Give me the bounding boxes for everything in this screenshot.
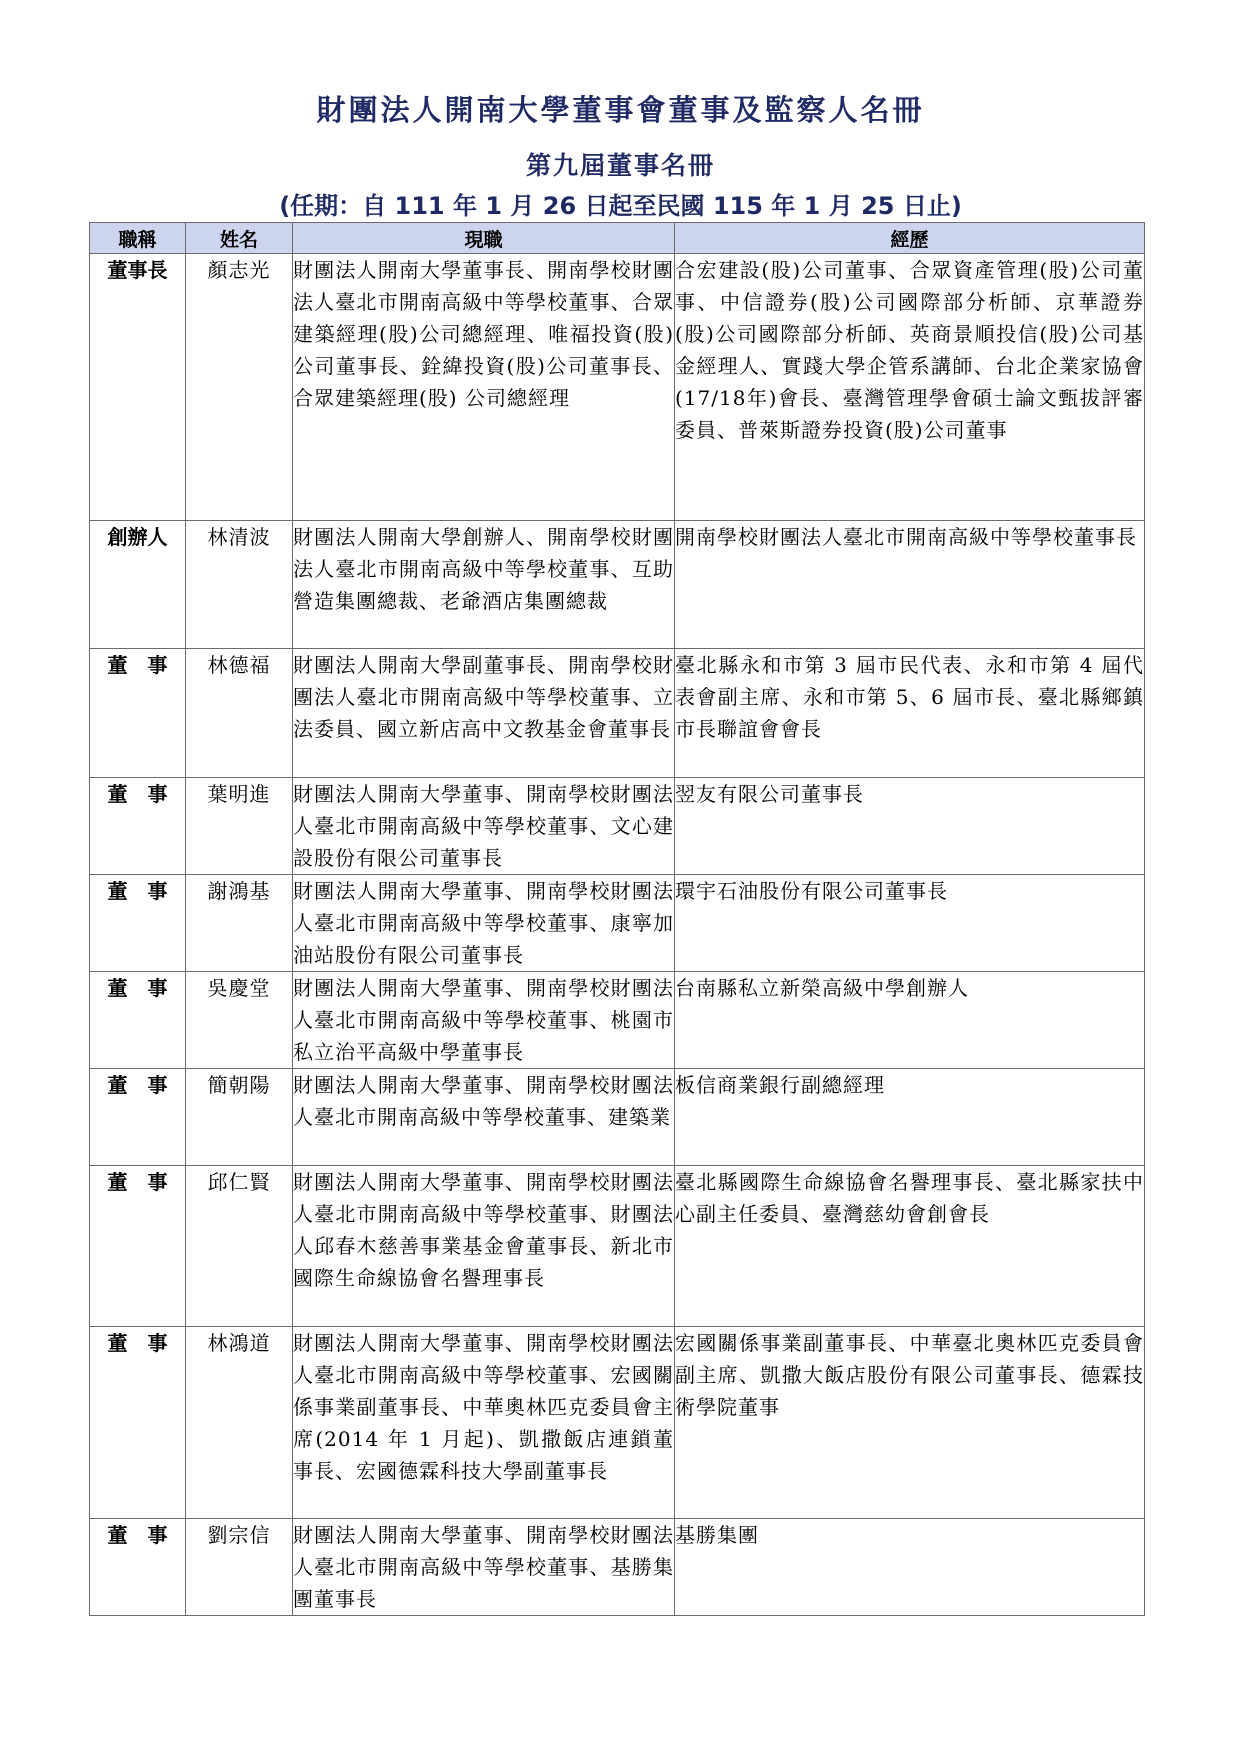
row-experience: 開南學校財團法人臺北市開南高級中等學校董事長 (675, 521, 1145, 649)
table-row (90, 254, 1145, 521)
row-current-position: 財團法人開南大學董事、開南學校財團法人臺北市開南高級中等學校董事、基勝集團董事長 (293, 1519, 675, 1616)
table-header-row (90, 223, 1145, 254)
table-row (90, 972, 1145, 1069)
table-row (90, 1327, 1145, 1519)
row-role: 創辦人 (90, 521, 186, 649)
row-current-position: 財團法人開南大學董事、開南學校財團法人臺北市開南高級中等學校董事、建築業 (293, 1069, 675, 1166)
column-header-name: 姓名 (186, 223, 293, 254)
row-role: 董 事 (90, 778, 186, 875)
row-current-position: 財團法人開南大學董事、開南學校財團法人臺北市開南高級中等學校董事、桃園市私立治平高級中學董事長 (293, 972, 675, 1069)
table-row (90, 1166, 1145, 1327)
row-name: 簡朝陽 (186, 1069, 293, 1166)
row-experience: 基勝集團 (675, 1519, 1145, 1616)
row-current-position: 財團法人開南大學董事、開南學校財團法人臺北市開南高級中等學校董事、宏國關係事業副董事長、中華奧林匹克委員會主席(2014 年 1 月起)、凱撒飯店連鎖董事長、宏國德霖科技大學副董事長 (293, 1327, 675, 1519)
row-experience: 環宇石油股份有限公司董事長 (675, 875, 1145, 972)
row-name: 吳慶堂 (186, 972, 293, 1069)
board-roster-table (89, 222, 1145, 1616)
table-row (90, 1069, 1145, 1166)
row-current-position: 財團法人開南大學董事長、開南學校財團法人臺北市開南高級中等學校董事、合眾建築經理(股)公司總經理、唯福投資(股)公司董事長、銓緯投資(股)公司董事長、合眾建築經理(股) 公司總經理 (293, 254, 675, 521)
document-subtitle: 第九屆董事名冊 (525, 151, 715, 180)
row-current-position: 財團法人開南大學董事、開南學校財團法人臺北市開南高級中等學校董事、財團法人邱春木慈善事業基金會董事長、新北市國際生命線協會名譽理事長 (293, 1166, 675, 1327)
row-name: 謝鴻基 (186, 875, 293, 972)
row-experience: 台南縣私立新榮高級中學創辦人 (675, 972, 1145, 1069)
row-experience: 合宏建設(股)公司董事、合眾資產管理(股)公司董事、中信證券(股)公司國際部分析師、京華證券(股)公司國際部分析師、英商景順投信(股)公司基金經理人、實踐大學企管系講師、台北企業家協會(17/18年)會長、臺灣管理學會碩士論文甄拔評審委員、普萊斯證券投資(股)公司董事 (675, 254, 1145, 521)
row-current-position: 財團法人開南大學副董事長、開南學校財團法人臺北市開南高級中等學校董事、立法委員、國立新店高中文教基金會董事長 (293, 649, 675, 778)
row-experience: 翌友有限公司董事長 (675, 778, 1145, 875)
column-header-role: 職稱 (90, 223, 186, 254)
table-row (90, 649, 1145, 778)
row-name: 顏志光 (186, 254, 293, 521)
row-role: 董事長 (90, 254, 186, 521)
table-row (90, 875, 1145, 972)
row-role: 董 事 (90, 649, 186, 778)
row-role: 董 事 (90, 1519, 186, 1616)
row-name: 林德福 (186, 649, 293, 778)
row-experience: 宏國關係事業副董事長、中華臺北奧林匹克委員會副主席、凱撒大飯店股份有限公司董事長、德霖技術學院董事 (675, 1327, 1145, 1519)
row-name: 邱仁賢 (186, 1166, 293, 1327)
row-current-position: 財團法人開南大學董事、開南學校財團法人臺北市開南高級中等學校董事、康寧加油站股份有限公司董事長 (293, 875, 675, 972)
row-experience: 臺北縣永和市第 3 屆市民代表、永和市第 4 屆代表會副主席、永和市第 5、6 屆市長、臺北縣鄉鎮市長聯誼會會長 (675, 649, 1145, 778)
row-experience: 臺北縣國際生命線協會名譽理事長、臺北縣家扶中心副主任委員、臺灣慈幼會創會長 (675, 1166, 1145, 1327)
row-experience: 板信商業銀行副總經理 (675, 1069, 1145, 1166)
row-role: 董 事 (90, 1069, 186, 1166)
row-current-position: 財團法人開南大學創辦人、開南學校財團法人臺北市開南高級中等學校董事、互助營造集團總裁、老爺酒店集團總裁 (293, 521, 675, 649)
column-header-current-position: 現職 (293, 223, 675, 254)
row-role: 董 事 (90, 1327, 186, 1519)
row-name: 劉宗信 (186, 1519, 293, 1616)
row-role: 董 事 (90, 972, 186, 1069)
table-row (90, 778, 1145, 875)
row-role: 董 事 (90, 1166, 186, 1327)
table-row (90, 1519, 1145, 1616)
term-period: (任期：自 111 年 1 月 26 日起至民國 115 年 1 月 25 日止) (279, 192, 962, 220)
table-row (90, 521, 1145, 649)
row-name: 林鴻道 (186, 1327, 293, 1519)
document-title: 財團法人開南大學董事會董事及監察人名冊 (316, 93, 925, 127)
row-current-position: 財團法人開南大學董事、開南學校財團法人臺北市開南高級中等學校董事、文心建設股份有限公司董事長 (293, 778, 675, 875)
row-name: 葉明進 (186, 778, 293, 875)
row-role: 董 事 (90, 875, 186, 972)
column-header-experience: 經歷 (675, 223, 1145, 254)
row-name: 林清波 (186, 521, 293, 649)
